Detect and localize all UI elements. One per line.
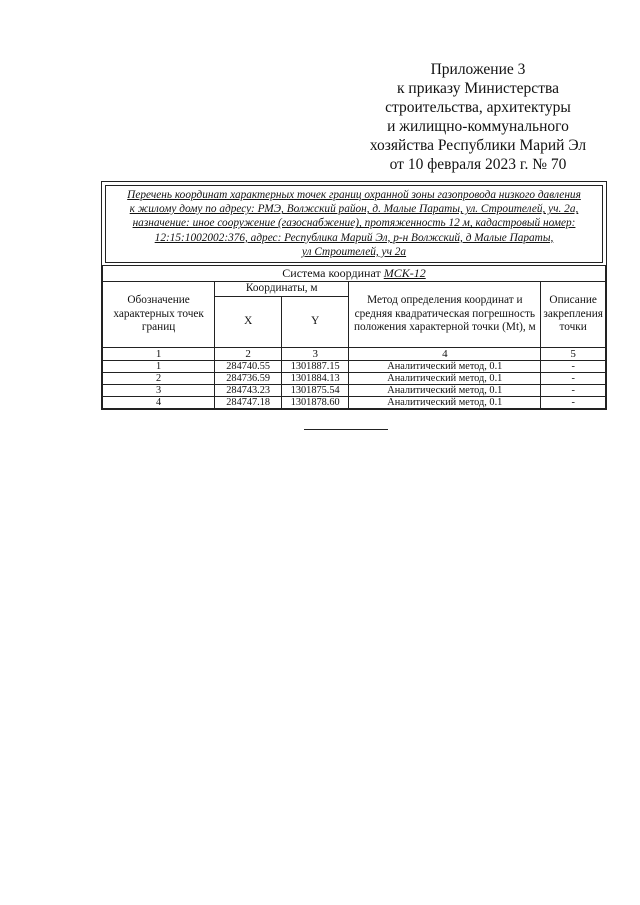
column-number: 4	[349, 348, 541, 361]
x-cell: 284736.59	[215, 373, 282, 385]
header-line: хозяйства Республики Марий Эл	[369, 137, 587, 154]
x-cell: 284740.55	[215, 361, 282, 373]
column-number: 1	[103, 348, 215, 361]
coordinate-system-label: Система координат	[282, 266, 381, 281]
coordinates-document-frame	[101, 181, 607, 410]
list-title	[105, 185, 603, 263]
coordinate-system-row	[103, 266, 606, 282]
title-line: к жилому дому по адресу: РМЭ, Волжский район, д. Малые Параты, ул. Строителей, уч. 2а,	[129, 203, 579, 216]
x-cell: 284747.18	[215, 397, 282, 409]
header-line: Приложение 3	[430, 61, 526, 78]
appendix-header	[360, 60, 596, 174]
closing-rule	[304, 429, 388, 430]
header-coords: Координаты, м	[215, 282, 349, 297]
description-cell: -	[541, 397, 606, 409]
header-line: к приказу Министерства	[397, 80, 559, 97]
table-row	[103, 385, 606, 397]
title-line: Перечень координат характерных точек границ охранной зоны газопровода низкого давления	[127, 189, 581, 201]
point-cell: 1	[103, 361, 215, 373]
coordinate-system-name: МСК-12	[383, 266, 426, 281]
header-x: X	[215, 297, 282, 348]
y-cell: 1301875.54	[282, 385, 349, 397]
method-cell: Аналитический метод, 0.1	[349, 361, 541, 373]
method-cell: Аналитический метод, 0.1	[349, 373, 541, 385]
description-cell: -	[541, 385, 606, 397]
x-cell: 284743.23	[215, 385, 282, 397]
coordinate-system-cell	[103, 266, 606, 282]
table-row	[103, 397, 606, 409]
title-line: ул Строителей, уч 2а	[301, 245, 407, 258]
column-number: 5	[541, 348, 606, 361]
header-line: и жилищно-коммунального	[387, 118, 569, 135]
header-description: Описание закрепления точки	[541, 282, 606, 348]
point-cell: 3	[103, 385, 215, 397]
y-cell: 1301887.15	[282, 361, 349, 373]
header-y: Y	[282, 297, 349, 348]
title-line: 12:15:1002002:376, адрес: Республика Марий Эл, р-н Волжский, д Малые Параты,	[154, 231, 554, 244]
description-cell: -	[541, 373, 606, 385]
method-cell: Аналитический метод, 0.1	[349, 397, 541, 409]
header-line: строительства, архитектуры	[385, 99, 571, 116]
point-cell: 2	[103, 373, 215, 385]
column-number: 3	[282, 348, 349, 361]
y-cell: 1301884.13	[282, 373, 349, 385]
column-number-row	[103, 348, 606, 361]
header-line: от 10 февраля 2023 г. № 70	[389, 156, 567, 173]
method-cell: Аналитический метод, 0.1	[349, 385, 541, 397]
header-point: Обозначение характерных точек границ	[103, 282, 215, 348]
coordinates-table	[102, 265, 606, 409]
column-number: 2	[215, 348, 282, 361]
point-cell: 4	[103, 397, 215, 409]
table-row	[103, 373, 606, 385]
table-header-row	[103, 282, 606, 297]
table-row	[103, 361, 606, 373]
header-method: Метод определения координат и средняя квадратическая погрешность положения характерной точки (Mt), м	[349, 282, 541, 348]
y-cell: 1301878.60	[282, 397, 349, 409]
description-cell: -	[541, 361, 606, 373]
title-line: назначение: иное сооружение (газоснабжение), протяженность 12 м, кадастровый номер:	[132, 217, 576, 230]
